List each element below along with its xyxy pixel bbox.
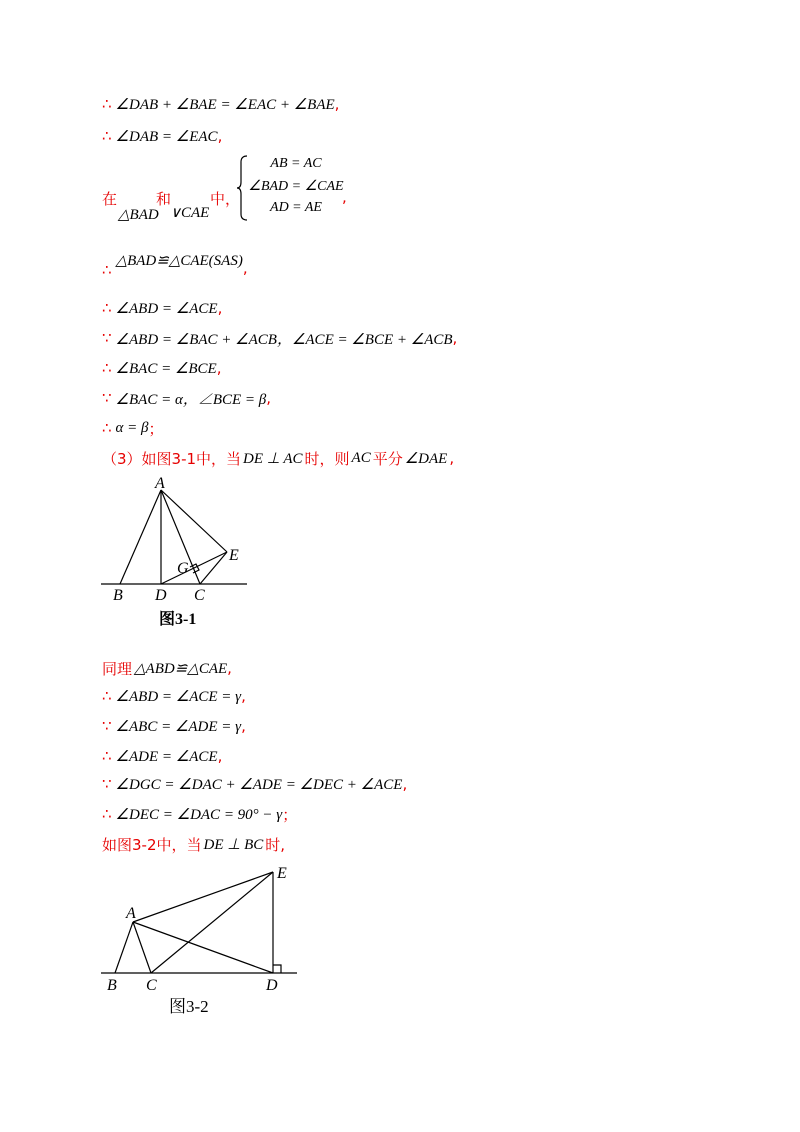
- math-segment: △ABD≌△CAE: [134, 660, 228, 677]
- step-expression: ∠BAC = ∠BCE: [115, 360, 217, 377]
- he-text: 和: [156, 190, 172, 208]
- step-line-1: [102, 92, 339, 116]
- zhong-text: 中，: [210, 190, 241, 208]
- step-punct: ,: [227, 659, 232, 677]
- text-segment: 时，则: [304, 449, 350, 468]
- step-punct: ,: [217, 299, 223, 317]
- step-expression: ∠DGC = ∠DAC + ∠ADE = ∠DEC + ∠ACE: [115, 776, 403, 793]
- zai-text: 在: [102, 190, 118, 208]
- step-line-8: [102, 386, 271, 410]
- triangle-bad: △BAD: [118, 207, 159, 223]
- text-segment: 同理: [102, 659, 133, 678]
- step-line-5: [102, 296, 222, 320]
- step-line-4: [102, 248, 248, 279]
- step-punct: ,: [452, 329, 458, 347]
- text-segment: （3）如图3-1中，当: [102, 449, 242, 468]
- math-segment: ∠DAE: [404, 450, 448, 467]
- step-expression: α = β: [115, 419, 149, 436]
- because-symbol: ∵: [102, 389, 112, 407]
- because-symbol: ∵: [102, 329, 112, 347]
- label-d: D: [155, 587, 167, 604]
- figure-3-2: [95, 860, 305, 1022]
- step-expression: ∠DAB + ∠BAE = ∠EAC + ∠BAE: [115, 96, 335, 113]
- step-line-2: [102, 124, 222, 148]
- step-line-9: [102, 416, 164, 440]
- label-c: C: [146, 977, 157, 994]
- step-expression: ∠BAC = α，∠BCE = β: [115, 391, 267, 408]
- step-line-13: [102, 714, 246, 738]
- step-punct: ,: [342, 188, 347, 206]
- step-line-6: [102, 326, 457, 350]
- step-punct: ,: [217, 127, 223, 145]
- step-line-7: [102, 356, 222, 380]
- label-c: C: [194, 587, 205, 604]
- therefore-symbol: ∴: [102, 261, 112, 279]
- step-expression: ∠DAB = ∠EAC: [115, 128, 218, 145]
- step-expression: ∠ABD = ∠ACE = γ: [115, 688, 242, 705]
- step-punct: ；: [282, 805, 298, 824]
- math-segment: AC: [351, 449, 371, 466]
- system-row-2: ∠BAD = ∠CAE: [248, 179, 344, 194]
- step-expression: ∠ABD = ∠BAC + ∠ACB，∠ACE = ∠BCE + ∠ACB: [115, 331, 453, 348]
- figure-caption: 图3-1: [159, 611, 197, 628]
- step-punct: ,: [334, 95, 340, 113]
- step-line-14: [102, 744, 222, 768]
- step-punct: ；: [148, 419, 164, 438]
- system-row-1: AB = AC: [270, 156, 322, 171]
- step-punct: ,: [242, 259, 248, 277]
- step-punct: ,: [241, 717, 246, 735]
- because-symbol: ∵: [102, 775, 112, 793]
- label-d: D: [266, 977, 278, 994]
- therefore-symbol: ∴: [102, 359, 112, 377]
- therefore-symbol: ∴: [102, 127, 112, 145]
- figure-3-2-intro: [102, 832, 285, 856]
- step-expression: ∠DEC = ∠DAC = 90° − γ: [115, 806, 283, 823]
- label-a: A: [126, 905, 136, 922]
- therefore-symbol: ∴: [102, 419, 112, 437]
- figure-3-1: [95, 472, 255, 632]
- step-punct: ,: [449, 449, 455, 467]
- step-punct: ,: [266, 389, 272, 407]
- equation-system: [236, 154, 356, 222]
- step-line-12: [102, 684, 246, 708]
- step-punct: ,: [217, 747, 223, 765]
- text-segment: 时,: [265, 835, 286, 854]
- text-segment: 平分: [372, 449, 403, 468]
- label-e: E: [277, 865, 287, 882]
- label-b: B: [107, 977, 117, 994]
- triangle-cae: ∨CAE: [170, 205, 210, 221]
- step-expression: △BAD≌△CAE(SAS): [115, 252, 243, 269]
- step-line-16: [102, 802, 297, 826]
- label-e: E: [229, 547, 239, 564]
- step-expression: ∠ABC = ∠ADE = γ: [115, 718, 242, 735]
- text-segment: 如图3-2中，当: [102, 835, 202, 854]
- therefore-symbol: ∴: [102, 95, 112, 113]
- step-expression: ∠ADE = ∠ACE: [115, 748, 218, 765]
- step-expression: ∠ABD = ∠ACE: [115, 300, 218, 317]
- step-line-11: [102, 656, 232, 680]
- label-a: A: [155, 475, 165, 492]
- label-g: G: [177, 560, 189, 577]
- because-symbol: ∵: [102, 717, 112, 735]
- figure-caption: 图3-2: [169, 997, 209, 1016]
- therefore-symbol: ∴: [102, 747, 112, 765]
- math-segment: DE ⊥ AC: [243, 450, 303, 467]
- step-punct: ,: [241, 687, 246, 705]
- therefore-symbol: ∴: [102, 299, 112, 317]
- therefore-symbol: ∴: [102, 687, 112, 705]
- math-segment: DE ⊥ BC: [203, 836, 264, 853]
- step-punct: ,: [402, 775, 408, 793]
- therefore-symbol: ∴: [102, 805, 112, 823]
- step-line-15: [102, 772, 407, 796]
- part-3-heading: [102, 446, 454, 470]
- system-row-3: AD = AE: [270, 200, 322, 215]
- label-b: B: [113, 587, 123, 604]
- step-punct: ,: [216, 359, 222, 377]
